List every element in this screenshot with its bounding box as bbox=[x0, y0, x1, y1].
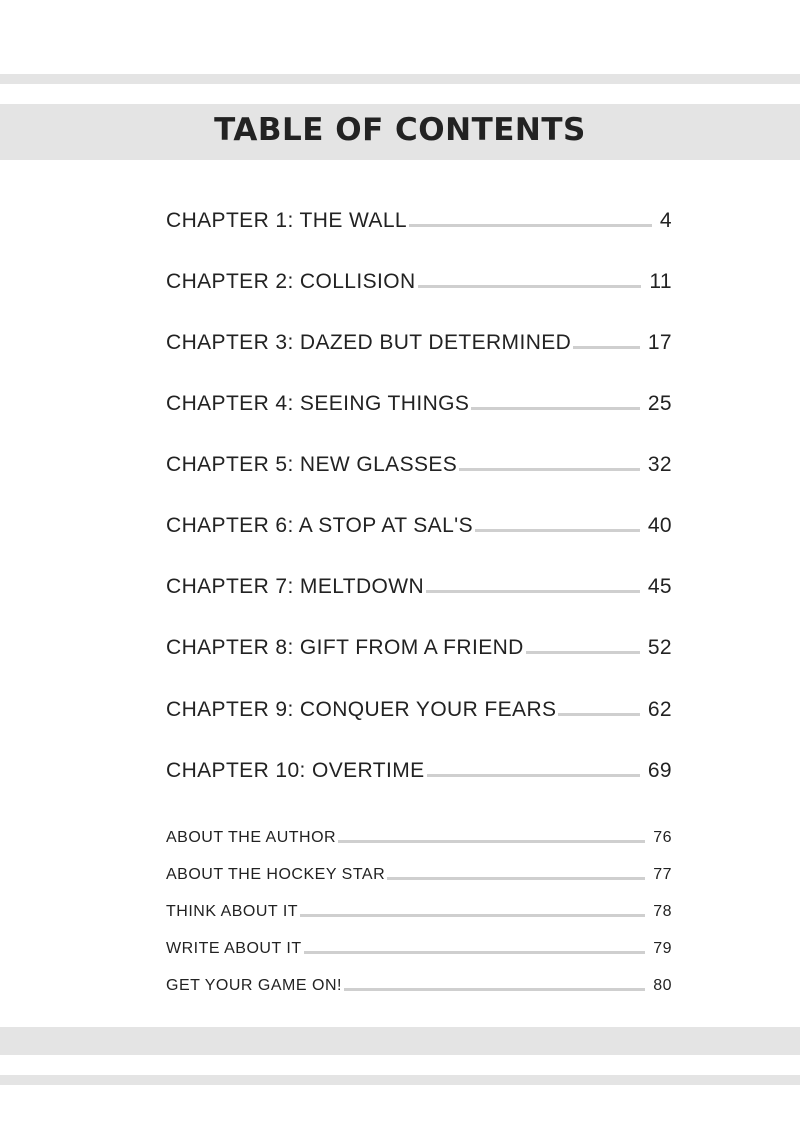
dot-leader bbox=[338, 840, 645, 843]
toc-entry-label: CHAPTER 8: GIFT FROM A FRIEND bbox=[166, 636, 524, 659]
toc-entry-get-your-game-on[interactable] bbox=[166, 971, 672, 995]
dot-leader bbox=[526, 651, 640, 654]
dot-leader bbox=[427, 774, 640, 777]
toc-entry-page: 69 bbox=[647, 759, 672, 782]
toc-entry-write-about-it[interactable] bbox=[166, 934, 672, 958]
toc-entry-page: 4 bbox=[659, 209, 672, 232]
toc-entry-label: WRITE ABOUT IT bbox=[166, 940, 302, 957]
dot-leader bbox=[426, 590, 640, 593]
toc-entry-chapter-7[interactable] bbox=[166, 569, 672, 599]
toc-entry-page: 77 bbox=[653, 866, 672, 883]
toc-entry-label: ABOUT THE HOCKEY STAR bbox=[166, 866, 386, 883]
toc-entry-page: 52 bbox=[647, 636, 672, 659]
toc-entry-page: 62 bbox=[647, 698, 672, 721]
toc-entry-page: 25 bbox=[647, 392, 672, 415]
toc-entry-chapter-6[interactable] bbox=[166, 508, 672, 538]
toc-entry-chapter-4[interactable] bbox=[166, 386, 672, 416]
toc-entry-page: 45 bbox=[647, 575, 672, 598]
toc-entry-page: 40 bbox=[647, 514, 672, 537]
bottom-thin-band bbox=[0, 1075, 800, 1085]
toc-entry-page: 32 bbox=[647, 453, 672, 476]
dot-leader bbox=[344, 988, 645, 991]
toc-entry-chapter-10[interactable] bbox=[166, 753, 672, 783]
toc-entry-page: 80 bbox=[653, 977, 672, 994]
toc-entry-label: CHAPTER 7: MELTDOWN bbox=[166, 575, 425, 598]
dot-leader bbox=[459, 468, 640, 471]
toc-entry-label: CHAPTER 1: THE WALL bbox=[166, 209, 407, 232]
toc-entry-label: ABOUT THE AUTHOR bbox=[166, 829, 337, 846]
dot-leader bbox=[409, 224, 652, 227]
toc-entry-label: CHAPTER 2: COLLISION bbox=[166, 270, 416, 293]
toc-entry-label: CHAPTER 9: CONQUER YOUR FEARS bbox=[166, 698, 557, 721]
toc-entry-page: 79 bbox=[653, 940, 672, 957]
toc-entry-label: CHAPTER 3: DAZED BUT DETERMINED bbox=[166, 331, 572, 354]
toc-entry-chapter-3[interactable] bbox=[166, 325, 672, 355]
toc-entry-chapter-1[interactable] bbox=[166, 203, 672, 233]
dot-leader bbox=[471, 407, 640, 410]
toc-entry-page: 11 bbox=[649, 270, 672, 293]
dot-leader bbox=[300, 914, 645, 917]
toc-entry-label: GET YOUR GAME ON! bbox=[166, 977, 342, 994]
bottom-divider-band bbox=[0, 1027, 800, 1055]
toc-entry-label: CHAPTER 10: OVERTIME bbox=[166, 759, 425, 782]
dot-leader bbox=[387, 877, 645, 880]
toc-entry-chapter-8[interactable] bbox=[166, 630, 672, 660]
toc-entry-label: CHAPTER 5: NEW GLASSES bbox=[166, 453, 458, 476]
toc-entry-chapter-5[interactable] bbox=[166, 447, 672, 477]
toc-entry-about-hockey-star[interactable] bbox=[166, 860, 672, 884]
toc-entry-page: 76 bbox=[653, 829, 672, 846]
toc-entry-about-author[interactable] bbox=[166, 823, 672, 847]
toc-entry-page: 78 bbox=[653, 903, 672, 920]
toc-entry-chapter-2[interactable] bbox=[166, 264, 672, 294]
toc-entry-label: THINK ABOUT IT bbox=[166, 903, 299, 920]
toc-entry-label: CHAPTER 4: SEEING THINGS bbox=[166, 392, 470, 415]
toc-entry-chapter-9[interactable] bbox=[166, 692, 672, 722]
dot-leader bbox=[418, 285, 642, 288]
dot-leader bbox=[573, 346, 640, 349]
dot-leader bbox=[475, 529, 640, 532]
dot-leader bbox=[558, 713, 639, 716]
dot-leader bbox=[304, 951, 646, 954]
top-divider-band bbox=[0, 74, 800, 84]
toc-entry-label: CHAPTER 6: A STOP AT SAL'S bbox=[166, 514, 473, 537]
toc-entry-think-about-it[interactable] bbox=[166, 897, 672, 921]
toc-entry-page: 17 bbox=[647, 331, 672, 354]
page-title: TABLE OF CONTENTS bbox=[214, 112, 586, 148]
